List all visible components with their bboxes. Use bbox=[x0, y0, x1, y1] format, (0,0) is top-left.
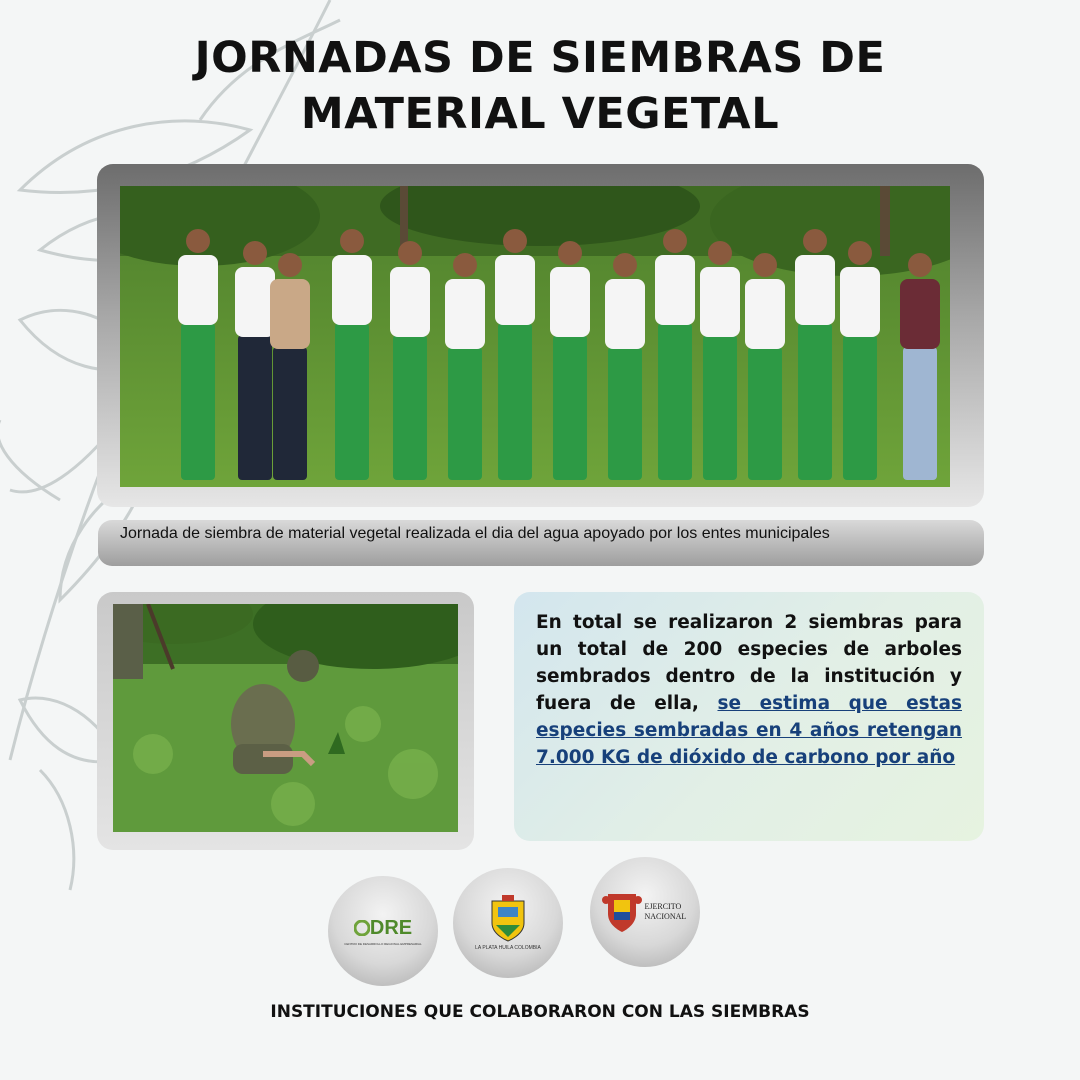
odre-logo-subtitle: CENTRO DE DESARROLLO REGIONAL EMPRESARIAL bbox=[344, 941, 422, 946]
person-figure bbox=[495, 229, 535, 480]
la-plata-logo bbox=[453, 868, 563, 978]
person-figure bbox=[605, 253, 645, 480]
person-figure bbox=[745, 253, 785, 480]
person-figure bbox=[550, 241, 590, 480]
ejercito-logo-text: EJERCITO NACIONAL bbox=[644, 902, 687, 921]
footer-caption: INSTITUCIONES QUE COLABORARON CON LAS SIEMBRAS bbox=[270, 1002, 810, 1022]
person-figure bbox=[270, 253, 310, 480]
odre-logo-text: DRE bbox=[369, 916, 413, 939]
person-figure bbox=[235, 241, 275, 480]
info-box bbox=[514, 592, 984, 841]
info-text-block bbox=[536, 609, 962, 771]
person-figure bbox=[178, 229, 218, 480]
person-figure bbox=[390, 241, 430, 480]
la-plata-logo-text: LA PLATA HUILA COLOMBIA bbox=[475, 945, 541, 951]
person-figure bbox=[700, 241, 740, 480]
ejercito-shield-icon bbox=[602, 890, 642, 934]
person-figure bbox=[445, 253, 485, 480]
person-figure bbox=[900, 253, 940, 480]
person-figure bbox=[840, 241, 880, 480]
person-figure bbox=[795, 229, 835, 480]
photo-caption-bar bbox=[98, 520, 984, 566]
soldier-planting-photo bbox=[113, 604, 458, 832]
group-photo bbox=[120, 186, 950, 487]
odre-leaf-icon bbox=[354, 920, 370, 936]
ejercito-logo bbox=[590, 857, 700, 967]
info-highlight-link[interactable]: se estima que estas especies sembradas en 4 años retengan 7.000 KG de dióxido de carbono por año bbox=[536, 693, 962, 768]
person-figure bbox=[655, 229, 695, 480]
photo-caption: Jornada de siembra de material vegetal realizada el dia del agua apoyado por los entes municipales bbox=[120, 525, 830, 542]
person-figure bbox=[332, 229, 372, 480]
page-title: JORNADAS DE SIEMBRAS DE MATERIAL VEGETAL bbox=[194, 33, 886, 139]
la-plata-shield-icon bbox=[488, 895, 528, 943]
info-text: En total se realizaron 2 siembras para un total de 200 especies de arboles sembrados dentro de la institución y fuera de ella, bbox=[536, 612, 962, 714]
odre-logo bbox=[328, 876, 438, 986]
